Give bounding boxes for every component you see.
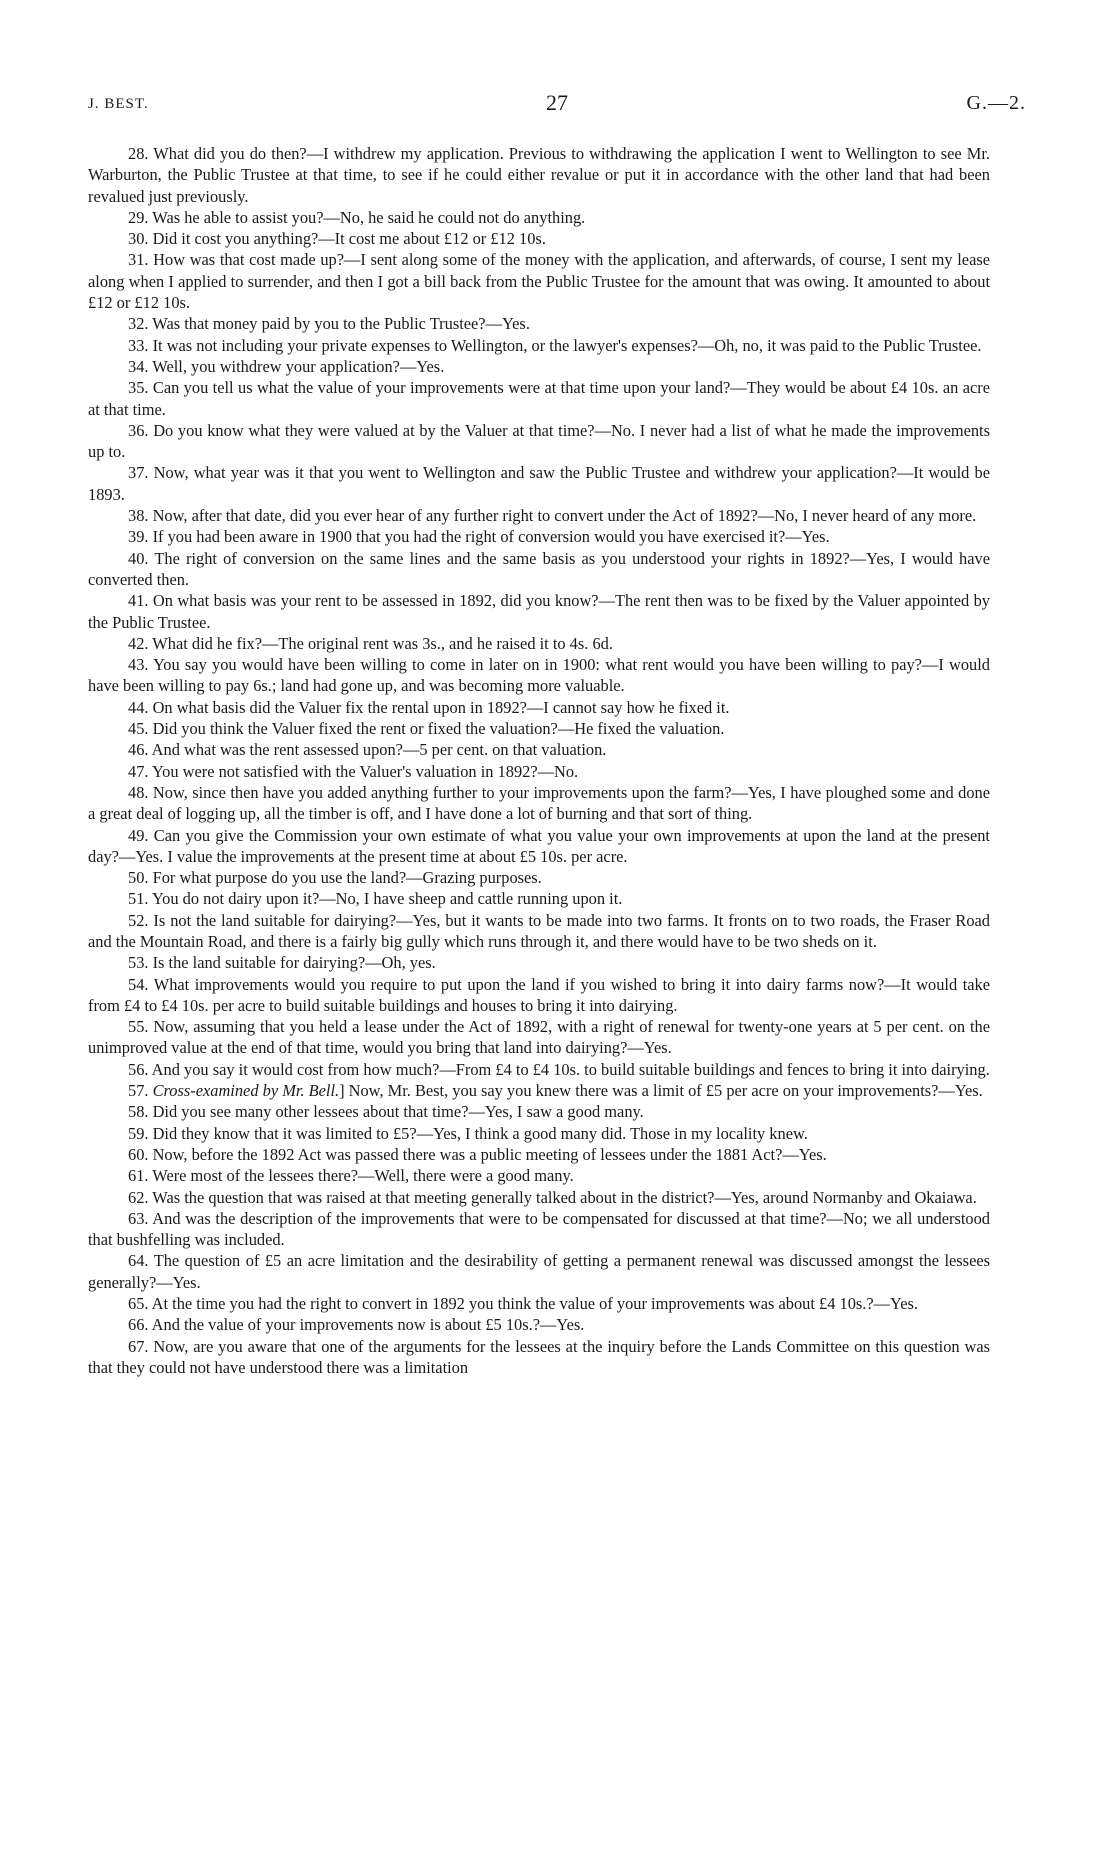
paragraph-35: 35. Can you tell us what the value of your improvements were at that time upon your land?—They would be about £4 10s. an acre at that time. xyxy=(88,378,990,419)
paragraph-64: 64. The question of £5 an acre limitation and the desirability of getting a permanent renewal was discussed amongst the lessees generally?—Yes. xyxy=(88,1251,990,1292)
document-code: G.—2. xyxy=(966,92,1026,114)
paragraph-31: 31. How was that cost made up?—I sent along some of the money with the application, and afterwards, of course, I sent my lease along when I applied to surrender, and then I got a bill back from the Public Trustee for the amount that was owing. It amounted to about £12 or £12 10s. xyxy=(88,250,990,313)
paragraph-58: 58. Did you see many other lessees about that time?—Yes, I saw a good many. xyxy=(128,1102,644,1122)
paragraph-56: 56. And you say it would cost from how much?—From £4 to £4 10s. to build suitable buildings and fences to bring it into dairying. xyxy=(128,1059,990,1079)
testimony-body xyxy=(88,143,990,1378)
paragraph-39: 39. If you had been aware in 1900 that you had the right of conversion would you have exercised it?—Yes. xyxy=(128,527,830,547)
paragraph-42: 42. What did he fix?—The original rent was 3s., and he raised it to 4s. 6d. xyxy=(128,633,613,653)
question-number: 57. xyxy=(128,1081,149,1101)
paragraph-36: 36. Do you know what they were valued at by the Valuer at that time?—No. I never had a list of what he made the improvements up to. xyxy=(88,420,990,462)
paragraph-53: 53. Is the land suitable for dairying?—Oh, yes. xyxy=(128,953,436,973)
paragraph-65: 65. At the time you had the right to convert in 1892 you think the value of your improvements was about £4 10s.?—Yes. xyxy=(128,1294,918,1314)
paragraph-57-text: ] Now, Mr. Best, you say you knew there was a limit of £5 per acre on your improvements?—Yes. xyxy=(339,1081,983,1101)
paragraph-29: 29. Was he able to assist you?—No, he said he could not do anything. xyxy=(128,207,586,227)
paragraph-45: 45. Did you think the Valuer fixed the rent or fixed the valuation?—He fixed the valuation. xyxy=(128,719,725,739)
paragraph-28: 28. What did you do then?—I withdrew my application. Previous to withdrawing the application I went to Wellington to see Mr. Warburton, the Public Trustee at that time, to see if he could either revalue or put it in accordance with the other land that had been revalued just previously. xyxy=(88,144,990,206)
cross-examination-heading: Cross-examined by Mr. Bell. xyxy=(152,1081,340,1101)
paragraph-61: 61. Were most of the lessees there?—Well, there were a good many. xyxy=(128,1166,574,1186)
paragraph-57 xyxy=(88,1080,990,1101)
paragraph-51: 51. You do not dairy upon it?—No, I have sheep and cattle running upon it. xyxy=(128,889,623,909)
paragraph-34: 34. Well, you withdrew your application?—Yes. xyxy=(128,356,445,376)
paragraph-48: 48. Now, since then have you added anything further to your improvements upon the farm?—Yes, I have ploughed some and done a great deal of logging up, all the timber is off, and I have done a lot of burning and that sort of thing. xyxy=(88,782,990,824)
paragraph-62: 62. Was the question that was raised at that meeting generally talked about in the district?—Yes, around Normanby and Okaiawa. xyxy=(128,1187,977,1207)
paragraph-52: 52. Is not the land suitable for dairying?—Yes, but it wants to be made into two farms. It fronts on to two roads, the Fraser Road and the Mountain Road, and there is a fairly big gully which runs through it, and there would have to be two sheds on it. xyxy=(88,910,990,951)
paragraph-55: 55. Now, assuming that you held a lease under the Act of 1892, with a right of renewal for twenty-one years at 5 per cent. on the unimproved value at the end of that time, would you bring that land into dairying?—Yes. xyxy=(88,1017,990,1058)
page-number: 27 xyxy=(546,90,568,115)
paragraph-59: 59. Did they know that it was limited to £5?—Yes, I think a good many did. Those in my locality knew. xyxy=(128,1123,808,1143)
paragraph-32: 32. Was that money paid by you to the Public Trustee?—Yes. xyxy=(128,314,530,334)
paragraph-38: 38. Now, after that date, did you ever hear of any further right to convert under the Act of 1892?—No, I never heard of any more. xyxy=(128,506,977,526)
paragraph-63: 63. And was the description of the improvements that were to be compensated for discussed at that time?—No; we all understood that bushfelling was included. xyxy=(88,1208,990,1250)
paragraph-44: 44. On what basis did the Valuer fix the rental upon in 1892?—I cannot say how he fixed it. xyxy=(128,697,730,717)
paragraph-37: 37. Now, what year was it that you went to Wellington and saw the Public Trustee and withdrew your application?—It would be 1893. xyxy=(88,463,990,504)
paragraph-67: 67. Now, are you aware that one of the arguments for the lessees at the inquiry before the Lands Committee on this question was that they could not have understood there was a limitation xyxy=(88,1336,990,1377)
paragraph-60: 60. Now, before the 1892 Act was passed there was a public meeting of lessees under the 1881 Act?—Yes. xyxy=(128,1144,827,1164)
paragraph-30: 30. Did it cost you anything?—It cost me about £12 or £12 10s. xyxy=(128,229,546,249)
page-header xyxy=(88,90,1026,120)
witness-name: J. BEST. xyxy=(88,96,149,112)
paragraph-46: 46. And what was the rent assessed upon?—5 per cent. on that valuation. xyxy=(128,740,607,760)
paragraph-43: 43. You say you would have been willing to come in later on in 1900: what rent would you have been willing to pay?—I would have been willing to pay 6s.; land had gone up, and was becoming more valuable. xyxy=(88,655,990,696)
paragraph-47: 47. You were not satisfied with the Valuer's valuation in 1892?—No. xyxy=(128,761,579,781)
paragraph-54: 54. What improvements would you require to put upon the land if you wished to bring it into dairy farms now?—It would take from £4 to £4 10s. per acre to build suitable buildings and houses to bring it into dairying. xyxy=(88,974,990,1015)
paragraph-33: 33. It was not including your private expenses to Wellington, or the lawyer's expenses?—Oh, no, it was paid to the Public Trustee. xyxy=(128,335,982,355)
paragraph-49: 49. Can you give the Commission your own estimate of what you value your own improvements at upon the land at the present day?—Yes. I value the improvements at the present time at about £5 10s. per acre. xyxy=(88,825,990,866)
paragraph-50: 50. For what purpose do you use the land?—Grazing purposes. xyxy=(128,868,542,888)
paragraph-40: 40. The right of conversion on the same lines and the same basis as you understood your rights in 1892?—Yes, I would have converted then. xyxy=(88,548,990,589)
paragraph-66: 66. And the value of your improvements now is about £5 10s.?—Yes. xyxy=(128,1315,585,1335)
paragraph-41: 41. On what basis was your rent to be assessed in 1892, did you know?—The rent then was to be fixed by the Valuer appointed by the Public Trustee. xyxy=(88,591,990,632)
